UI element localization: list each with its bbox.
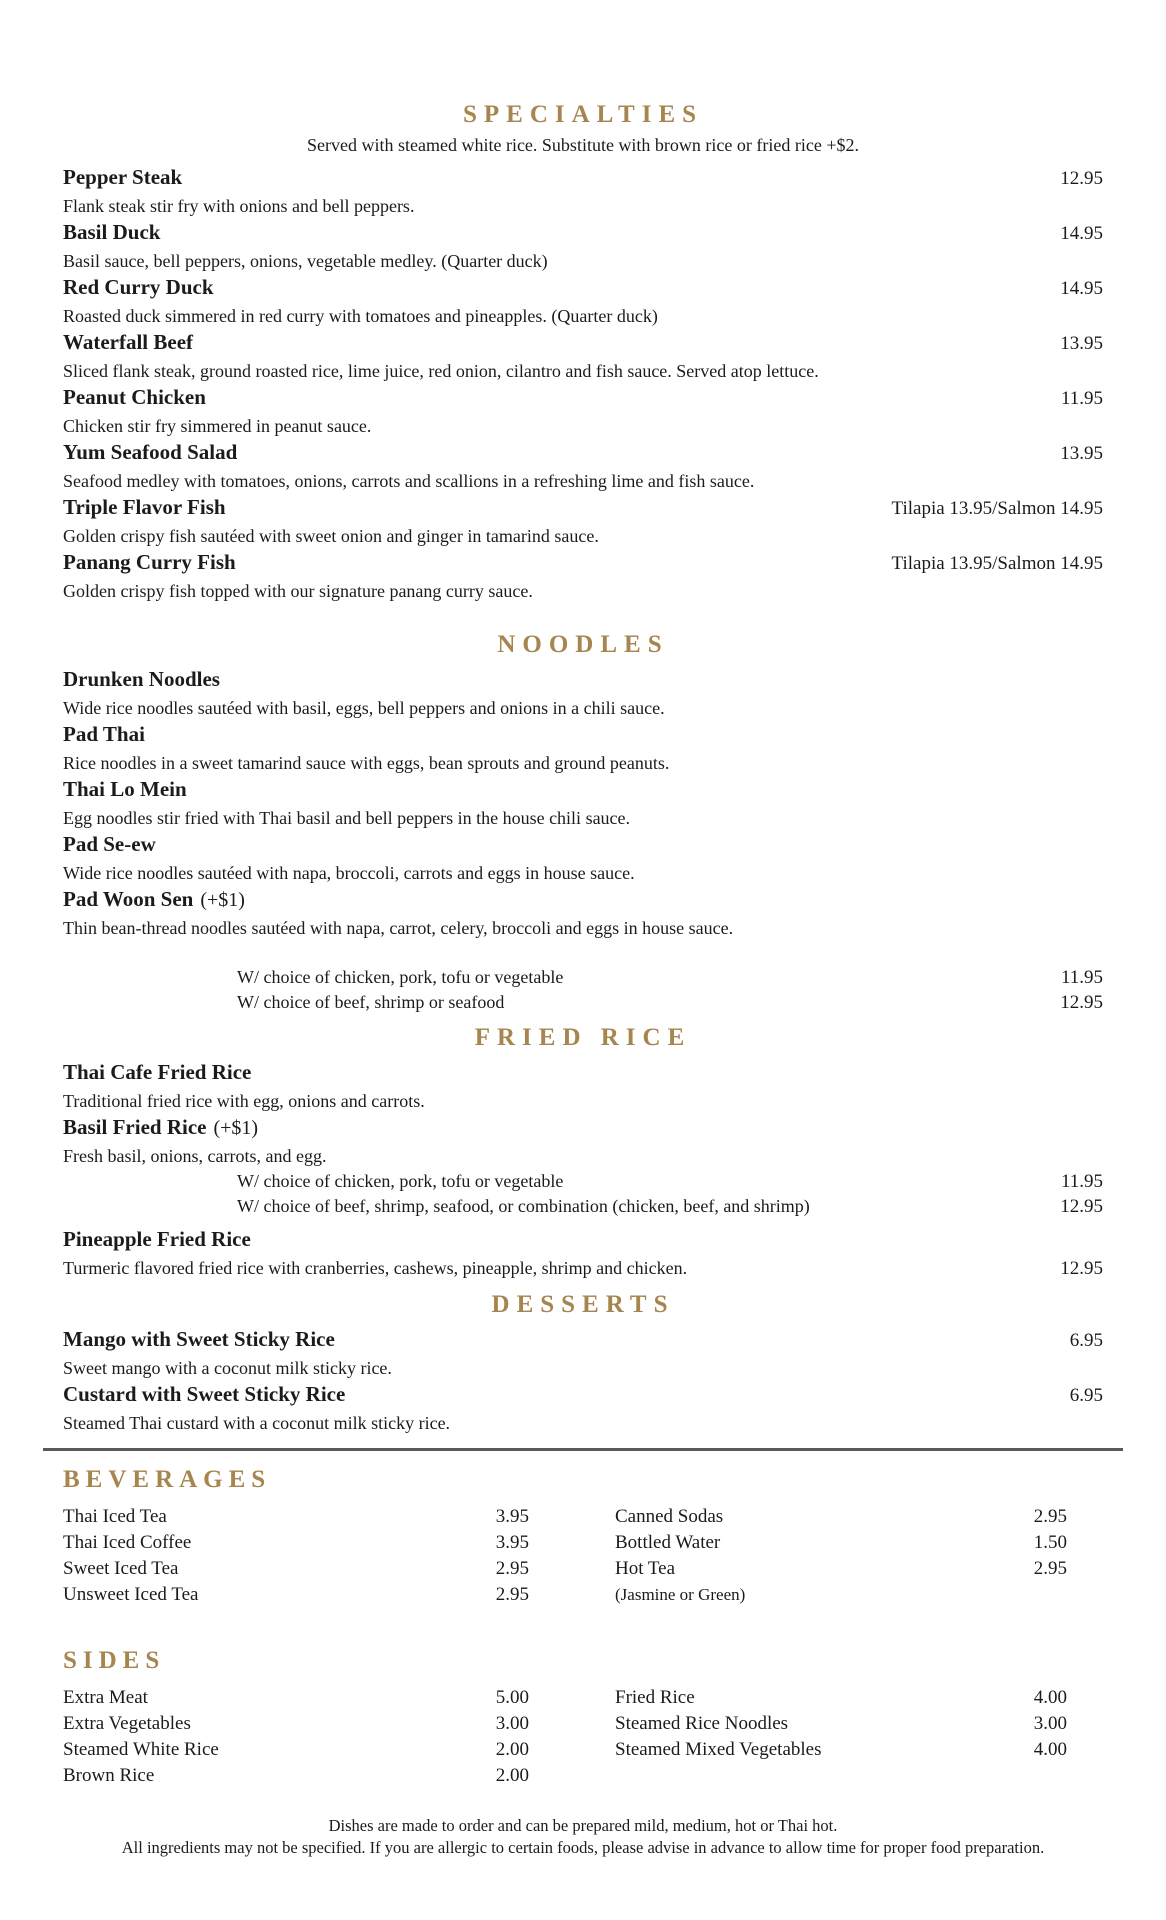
beverage-row — [615, 1504, 1067, 1530]
item-description: Sweet mango with a coconut milk sticky rice. — [63, 1358, 392, 1378]
item-suffix: (+$1) — [213, 1117, 259, 1139]
footer-note-spice: Dishes are made to order and can be prepared mild, medium, hot or Thai hot. — [328, 1816, 838, 1835]
item-name: Pad Se-ew — [63, 832, 156, 856]
side-name: Steamed Rice Noodles — [615, 1713, 789, 1734]
item-description: Egg noodles stir fried with Thai basil and bell peppers in the house chili sauce. — [63, 808, 631, 828]
choice-price: 11.95 — [1060, 967, 1103, 988]
beverages-left-column — [63, 1504, 529, 1608]
item-name: Peanut Chicken — [63, 385, 206, 409]
item-name: Pepper Steak — [63, 165, 183, 189]
beverage-name: Sweet Iced Tea — [63, 1558, 179, 1579]
beverage-note — [615, 1582, 1067, 1608]
item-name: Red Curry Duck — [63, 275, 214, 299]
side-row — [63, 1763, 529, 1789]
menu-item-custard-sticky-rice — [63, 1381, 1103, 1436]
side-price: 2.00 — [495, 1739, 529, 1760]
item-description: Sliced flank steak, ground roasted rice, lime juice, red onion, cilantro and fish sauce. Served atop lettuce. — [63, 361, 819, 381]
fried-rice-list-bottom — [63, 1226, 1103, 1282]
choice-label: W/ choice of chicken, pork, tofu or vegetable — [237, 967, 564, 987]
item-price: 11.95 — [1060, 388, 1103, 409]
choice-label: W/ choice of beef, shrimp or seafood — [237, 992, 505, 1012]
menu-item-thai-cafe-fried-rice — [63, 1059, 1103, 1114]
item-description: Wide rice noodles sautéed with napa, broccoli, carrots and eggs in house sauce. — [63, 863, 635, 883]
side-name: Steamed Mixed Vegetables — [615, 1739, 822, 1760]
side-row — [615, 1711, 1067, 1737]
item-description: Basil sauce, bell peppers, onions, vegetable medley. (Quarter duck) — [63, 251, 548, 271]
side-price: 3.00 — [495, 1713, 529, 1734]
section-title-desserts: DESSERTS — [491, 1291, 675, 1318]
item-description: Traditional fried rice with egg, onions and carrots. — [63, 1091, 425, 1111]
beverage-name: Unsweet Iced Tea — [63, 1584, 199, 1605]
menu-item-pad-woon-sen — [63, 886, 1103, 941]
section-title-fried-rice: FRIED RICE — [474, 1024, 692, 1051]
beverages-columns — [63, 1504, 1103, 1608]
sides-left-column — [63, 1685, 529, 1789]
item-name: Triple Flavor Fish — [63, 495, 226, 519]
beverage-name: Hot Tea — [615, 1558, 676, 1579]
side-row — [615, 1737, 1067, 1763]
menu-item-red-curry-duck — [63, 274, 1103, 329]
item-description: Golden crispy fish sautéed with sweet onion and ginger in tamarind sauce. — [63, 526, 599, 546]
beverage-name: (Jasmine or Green) — [615, 1585, 746, 1604]
item-name: Waterfall Beef — [63, 330, 194, 354]
beverage-price: 2.95 — [1033, 1558, 1067, 1579]
item-name: Basil Fried Rice — [63, 1115, 207, 1139]
choice-row — [63, 990, 1103, 1015]
choice-row — [63, 1194, 1103, 1219]
sides-columns — [63, 1685, 1103, 1789]
beverage-row — [615, 1556, 1067, 1582]
item-description: Steamed Thai custard with a coconut milk sticky rice. — [63, 1413, 451, 1433]
item-price: 12.95 — [1060, 1258, 1103, 1279]
section-title-sides: SIDES — [63, 1647, 166, 1674]
side-price: 4.00 — [1033, 1739, 1067, 1760]
choice-row — [63, 1169, 1103, 1194]
item-name: Mango with Sweet Sticky Rice — [63, 1327, 335, 1351]
item-name: Pineapple Fried Rice — [63, 1227, 251, 1251]
beverage-price: 2.95 — [495, 1584, 529, 1605]
item-name: Drunken Noodles — [63, 667, 220, 691]
item-name: Yum Seafood Salad — [63, 440, 238, 464]
noodles-list — [63, 666, 1103, 941]
menu-item-triple-flavor-fish — [63, 494, 1103, 549]
item-name: Pad Woon Sen — [63, 887, 194, 911]
item-price: 6.95 — [1069, 1330, 1103, 1351]
item-description: Chicken stir fry simmered in peanut sauce. — [63, 416, 372, 436]
item-name: Custard with Sweet Sticky Rice — [63, 1382, 346, 1406]
beverage-row — [615, 1530, 1067, 1556]
section-title-specialties: SPECIALTIES — [462, 101, 704, 128]
beverage-row — [63, 1556, 529, 1582]
beverage-price: 2.95 — [495, 1558, 529, 1579]
beverage-row — [63, 1504, 529, 1530]
choice-label: W/ choice of beef, shrimp, seafood, or combination (chicken, beef, and shrimp) — [237, 1196, 810, 1216]
side-price: 2.00 — [495, 1765, 529, 1786]
side-name: Extra Meat — [63, 1687, 148, 1708]
item-name: Thai Cafe Fried Rice — [63, 1060, 252, 1084]
choice-label: W/ choice of chicken, pork, tofu or vegetable — [237, 1171, 564, 1191]
item-name: Pad Thai — [63, 722, 145, 746]
beverage-name: Canned Sodas — [615, 1506, 724, 1527]
side-row — [63, 1711, 529, 1737]
side-row — [63, 1685, 529, 1711]
item-description: Turmeric flavored fried rice with cranberries, cashews, pineapple, shrimp and chicken. — [63, 1258, 688, 1278]
beverage-name: Bottled Water — [615, 1532, 721, 1553]
side-price: 4.00 — [1033, 1687, 1067, 1708]
footer-note-allergy: All ingredients may not be specified. If you are allergic to certain foods, please advise in advance to allow time for proper food preparation. — [121, 1838, 1045, 1857]
item-price: 14.95 — [1060, 278, 1103, 299]
menu-item-waterfall-beef — [63, 329, 1103, 384]
item-name: Thai Lo Mein — [63, 777, 187, 801]
item-price: Tilapia 13.95/Salmon 14.95 — [891, 553, 1103, 574]
menu-item-peanut-chicken — [63, 384, 1103, 439]
item-price: 14.95 — [1060, 223, 1103, 244]
desserts-list — [63, 1326, 1103, 1436]
item-description: Roasted duck simmered in red curry with tomatoes and pineapples. (Quarter duck) — [63, 306, 658, 326]
item-price: 6.95 — [1069, 1385, 1103, 1406]
menu-item-basil-duck — [63, 219, 1103, 274]
side-name: Extra Vegetables — [63, 1713, 191, 1734]
sides-right-column — [615, 1685, 1067, 1763]
item-description: Golden crispy fish topped with our signature panang curry sauce. — [63, 581, 533, 601]
item-description: Seafood medley with tomatoes, onions, carrots and scallions in a refreshing lime and fish sauce. — [63, 471, 755, 491]
beverage-name: Thai Iced Coffee — [63, 1532, 192, 1553]
item-name: Basil Duck — [63, 220, 161, 244]
beverages-right-column — [615, 1504, 1067, 1608]
side-price: 5.00 — [495, 1687, 529, 1708]
item-description: Wide rice noodles sautéed with basil, eggs, bell peppers and onions in a chili sauce. — [63, 698, 665, 718]
beverage-row — [63, 1530, 529, 1556]
menu-item-pad-thai — [63, 721, 1103, 776]
specialties-subtitle: Served with steamed white rice. Substitute with brown rice or fried rice +$2. — [307, 135, 859, 155]
menu-item-drunken-noodles — [63, 666, 1103, 721]
choice-row — [63, 965, 1103, 990]
item-price: 12.95 — [1060, 168, 1103, 189]
fried-rice-list — [63, 1059, 1103, 1169]
beverage-price: 3.95 — [495, 1506, 529, 1527]
side-row — [615, 1685, 1067, 1711]
menu-item-thai-lo-mein — [63, 776, 1103, 831]
choice-price: 11.95 — [1060, 1171, 1103, 1192]
section-title-noodles: NOODLES — [497, 631, 669, 658]
item-description: Rice noodles in a sweet tamarind sauce with eggs, bean sprouts and ground peanuts. — [63, 753, 670, 773]
choice-price: 12.95 — [1060, 992, 1103, 1013]
item-price: Tilapia 13.95/Salmon 14.95 — [891, 498, 1103, 519]
item-suffix: (+$1) — [200, 889, 245, 911]
menu-item-pineapple-fried-rice — [63, 1226, 1103, 1282]
side-name: Brown Rice — [63, 1765, 155, 1786]
noodles-choices — [63, 965, 1103, 1015]
side-name: Fried Rice — [615, 1687, 695, 1708]
specialties-list — [63, 164, 1103, 604]
menu-item-panang-curry-fish — [63, 549, 1103, 604]
menu-item-mango-sticky-rice — [63, 1326, 1103, 1381]
menu-item-pad-se-ew — [63, 831, 1103, 886]
beverage-price: 1.50 — [1033, 1532, 1067, 1553]
item-price: 13.95 — [1060, 333, 1103, 354]
beverage-price: 3.95 — [495, 1532, 529, 1553]
item-description: Flank steak stir fry with onions and bell peppers. — [63, 196, 415, 216]
item-name: Panang Curry Fish — [63, 550, 236, 574]
item-price: 13.95 — [1060, 443, 1103, 464]
item-description: Fresh basil, onions, carrots, and egg. — [63, 1146, 327, 1166]
choice-price: 12.95 — [1060, 1196, 1103, 1217]
beverage-name: Thai Iced Tea — [63, 1506, 167, 1527]
menu-item-pepper-steak — [63, 164, 1103, 219]
menu-item-yum-seafood-salad — [63, 439, 1103, 494]
side-name: Steamed White Rice — [63, 1739, 219, 1760]
beverage-price: 2.95 — [1033, 1506, 1067, 1527]
section-title-beverages: BEVERAGES — [63, 1466, 272, 1493]
menu-item-basil-fried-rice — [63, 1114, 1103, 1169]
beverage-row — [63, 1582, 529, 1608]
section-divider — [43, 1448, 1123, 1451]
side-price: 3.00 — [1033, 1713, 1067, 1734]
item-description: Thin bean-thread noodles sautéed with napa, carrot, celery, broccoli and eggs in house sauce. — [63, 918, 734, 938]
side-row — [63, 1737, 529, 1763]
fried-rice-choices — [63, 1169, 1103, 1219]
footer-notes — [63, 1815, 1103, 1859]
